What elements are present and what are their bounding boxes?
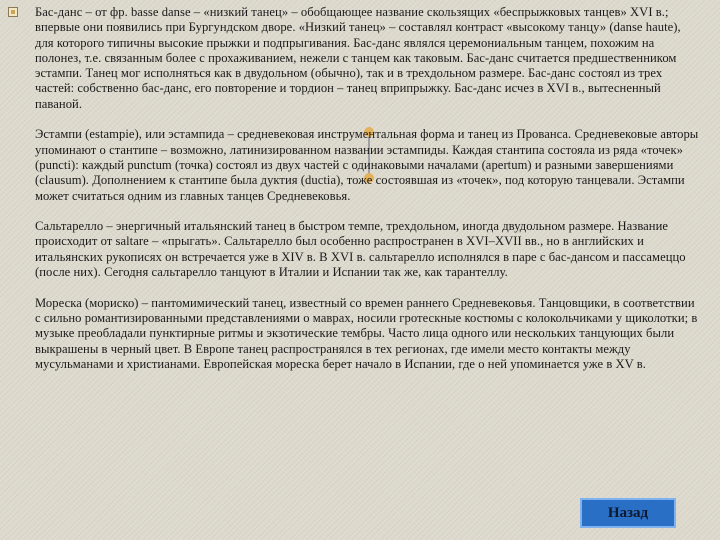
- bullet-icon: [8, 7, 18, 17]
- paragraph-bas-dance: Бас-данс – от фр. basse danse – «низкий танец» – обобщающее название скользящих «беспрыжковых танцев» XVI в.; впервые они появились при Бургундском дворе. «Низкий танец» – составлял контраст «высокому танцу» (danse haute), для которого типичны высокие прыжки и подпрыгивания. Бас-данс являлся церемониальным танцем, похожим на полонез, т.е. связанным более с прохаживанием, нежели с танцем как таковым. Бас-данс считается предшественником эстампи. Танец мог исполняться как в двудольном (обычно), так и в трехдольном размере. Бас-данс состоял из трех частей: собственно бас-данс, его повторение и тордион – танец вприпрыжку. Бас-данс исчез в XVI в., вытесненный паваной.: [35, 5, 681, 111]
- paragraph-saltarello: Сальтарелло – энергичный итальянский танец в быстром темпе, трехдольном, иногда двудольном размере. Название происходит от saltare – «прыгать». Сальтарелло был особенно распространен в XVI–XVII вв., но в английских и итальянских рукописях он встречается уже в XIV в. В XVI в. сальтарелло исполнялся в паре с бас-дансом и пассамеццо (после них). Сегодня сальтарелло танцуют в Италии и Испании так же, как тарантеллу.: [35, 219, 686, 280]
- paragraph-estampie: Эстампи (estampie), или эстампида – средневековая инструментальная форма и танец из Прованса. Средневековые авторы упоминают о стантипе – возможно, латинизированном названии эстампиды. Каждая стантипа состояла из ряда «точек» (puncti): каждый punctum (точка) состоял из двух частей с одинаковыми началами (apertum) и разными завершениями (clausum). Дополнением к стантипе была дуктия (ductia), тоже состоявшая из «точек», под которую танцевали. Эстампи может считаться одним из главных танцев Средневековья.: [35, 127, 699, 203]
- paragraph-moresca: Мореска (мориско) – пантомимический танец, известный со времен раннего Средневековья. Танцовщики, в соответствии с сильно романтизированными представлениями о маврах, носили гротескные костюмы с колокольчиками у щиколотки; в музыке преобладали пунктирные ритмы и экзотические тембры. Часто лица одного или нескольких танцующих были выкрашены в черный цвет. В Европе танец распространялся в тех регионах, где имели место контакты между мусульманами и христианами. Европейская мореска берет начало в Испании, где о ней упоминается уже в XV в.: [35, 295, 698, 371]
- back-button[interactable]: Назад: [580, 498, 676, 528]
- text-content: [35, 5, 700, 387]
